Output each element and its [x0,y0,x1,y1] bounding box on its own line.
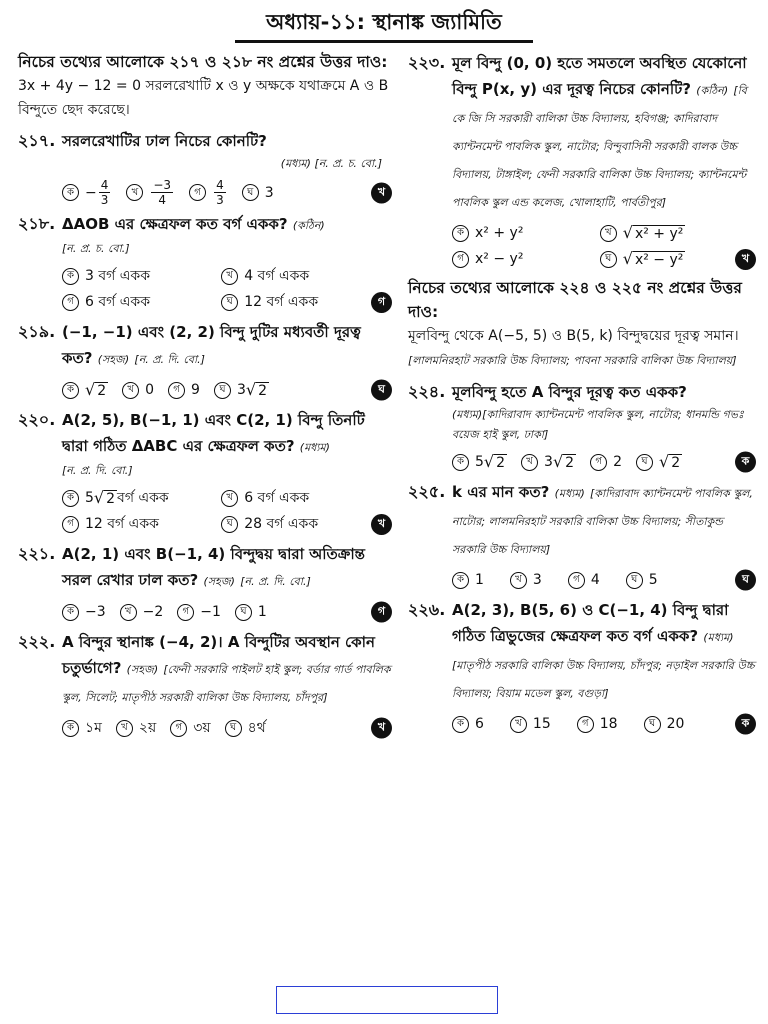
option-kha[interactable]: খ 15 [510,711,551,737]
square-root: √ 2 [659,452,681,471]
option-gha[interactable] [636,449,682,475]
option-marker: গ [62,294,79,311]
options-221 [18,599,392,625]
option-marker: ঘ [636,454,653,471]
option-ka[interactable]: ক 3 বর্গ একক [62,263,207,289]
question-number: ২২২. [18,632,56,651]
question-source: (মধ্যম)[কাদিরাবাদ ক্যান্টনমেন্ট পাবলিক স্কুল, নাটোর; ধানমন্ডি গভঃ বয়েজ হাই স্কুল, ঢাকা] [452,408,744,441]
passage-heading: নিচের তথ্যের আলোকে ২১৭ ও ২১৮ নং প্রশ্নের উত্তর দাও: [18,53,388,71]
footer-box [276,986,498,1014]
question-source: (মধ্যম) [ন. প্র. চ. বো.] [280,157,382,170]
question-217 [18,128,392,207]
question-number: ২২০. [18,410,56,429]
question-text: A(2, 3), B(5, 6) ও C(−1, 4) বিন্দু দ্বারা গঠিত ত্রিভুজের ক্ষেত্রফল কত বর্গ একক? (মধ্যম) [মাতৃপীঠ সরকারি বালিকা উচ্চ বিদ্যালয়, চাঁদপুর; নড়াইল সরকারি উচ্চ বিদ্যালয়; বিয়াম মডেল স্কুল, বগুড়া] [452,601,755,700]
options-219 [18,377,392,403]
question-number: ২১৮. [18,214,56,233]
option-marker: ক [62,720,79,737]
fraction: $\frac{-3}{4}$ [153,178,172,207]
left-column [18,50,392,745]
option-kha[interactable]: খ 3 [510,567,542,593]
option-gha[interactable]: ঘ 5 [626,567,658,593]
option-marker: ঘ [214,382,231,399]
square-root: 3 √ 2 [544,452,575,471]
option-gha[interactable] [214,377,269,403]
option-ka[interactable]: ক ১ম [62,715,102,741]
right-column [408,50,756,741]
option-marker: গ [189,184,206,201]
option-ka[interactable]: ক 1 [452,567,484,593]
option-marker: গ [590,454,607,471]
option-marker: গ [62,516,79,533]
question-number: ২২৬. [408,600,446,619]
passage-text: মূলবিন্দু থেকে A(−5, 5) ও B(5, k) বিন্দুদ্বয়ের দূরত্ব সমান। [লালমনিরহাট সরকারি উচ্চ বিদ্যালয়; পাবনা সরকারি বালিকা উচ্চ বিদ্যালয়] [408,328,739,367]
option-gha[interactable]: ঘ 3 [242,180,274,206]
question-220 [18,407,392,537]
square-root: 5 √ 2 [475,452,506,471]
option-marker: ঘ [221,294,238,311]
option-ga[interactable]: গ −1 [177,599,221,625]
option-kha[interactable]: খ 4 বর্গ একক [221,263,366,289]
question-222 [18,629,392,741]
option-gha[interactable]: ঘ ৪র্থ [225,715,266,741]
options-217 [18,178,392,207]
question-number: ২২৪. [408,382,446,401]
option-marker: খ [510,572,527,589]
square-root: 5 √ 2 [85,488,116,507]
option-marker: ঘ [221,516,238,533]
question-text: A বিন্দুর স্থানাঙ্ক (−4, 2)। A বিন্দুটির অবস্থান কোন চতুর্ভাগে? (সহজ) [ফেনী সরকারি পাইলট হাই স্কুল; বর্ডার গার্ড পাবলিক স্কুল, সিলেট; মাতৃপীঠ সরকারী বালিকা উচ্চ বিদ্যালয়, চাঁদপুর] [62,633,391,704]
question-219 [18,319,392,403]
options-225 [408,567,756,593]
option-marker: ঘ [626,572,643,589]
option-marker: গ [170,720,187,737]
option-ga[interactable]: গ ৩য় [170,715,210,741]
option-ka[interactable] [62,377,108,403]
option-marker: ক [452,572,469,589]
question-number: ২২৩. [408,53,446,72]
option-marker: ঘ [644,716,661,733]
option-marker: খ [120,604,137,621]
option-kha[interactable] [600,220,734,246]
question-226 [408,597,756,737]
option-ka[interactable]: ক − $\frac{4}{3}$ [62,178,112,207]
options-223 [408,220,756,272]
option-kha[interactable] [126,178,175,207]
option-ka[interactable]: ক 6 [452,711,484,737]
option-marker: ক [452,454,469,471]
answer-badge: গ [371,602,392,623]
option-ga[interactable] [189,178,228,207]
option-gha[interactable]: ঘ 28 বর্গ একক [221,511,366,537]
question-number: ২১৯. [18,322,56,341]
answer-badge: ক [735,452,756,473]
option-gha[interactable]: ঘ 1 [235,599,267,625]
answer-badge: খ [371,182,392,203]
option-marker: খ [510,716,527,733]
answer-badge: গ [371,292,392,313]
question-number: ২২৫. [408,482,446,501]
option-ka[interactable] [452,449,507,475]
option-marker: খ [126,184,143,201]
option-marker: ক [452,716,469,733]
option-ga[interactable]: গ 2 [590,449,622,475]
option-marker: খ [221,490,238,507]
options-218 [18,263,392,315]
question-number: ২২১. [18,544,56,563]
fraction: $\frac{4}{3}$ [216,178,224,207]
title-underline [235,40,533,43]
options-222 [18,715,392,741]
passage-heading: নিচের তথ্যের আলোকে ২২৪ ও ২২৫ নং প্রশ্নের উত্তর দাও: [408,279,742,321]
option-marker: ঘ [600,251,617,268]
option-ka[interactable]: ক −3 [62,599,106,625]
option-marker: খ [221,268,238,285]
option-marker: ক [62,184,79,201]
question-221 [18,541,392,625]
question-text: k এর মান কত? (মধ্যম) [কাদিরাবাদ ক্যান্টনমেন্ট পাবলিক স্কুল, নাটোর; লালমনিরহাট সরকারি বালিকা উচ্চ বিদ্যালয়; সীতাকুন্ড সরকারি উচ্চ বিদ্যালয়] [452,483,753,556]
passage-217-218 [18,50,392,122]
option-marker: গ [177,604,194,621]
square-root: √ x² + y² [622,223,684,242]
question-text: A(2, 1) এবং B(−1, 4) বিন্দুদ্বয় দ্বারা অতিক্রান্ত সরল রেখার ঢাল কত? (সহজ) [ন. প্র. দি. বো.] [62,545,366,589]
option-ga[interactable]: গ 6 বর্গ একক [62,289,207,315]
option-ga[interactable]: গ 12 বর্গ একক [62,511,207,537]
option-marker: গ [452,251,469,268]
options-220 [18,485,392,537]
question-218 [18,211,392,315]
option-marker: গ [577,716,594,733]
option-kha[interactable]: খ ২য় [116,715,156,741]
answer-badge: ঘ [735,570,756,591]
option-marker: ক [62,268,79,285]
option-marker: ক [62,490,79,507]
option-ka[interactable]: ক 5 √ 2 বর্গ একক [62,485,207,511]
answer-badge: খ [371,718,392,739]
option-marker: গ [168,382,185,399]
option-kha[interactable]: খ 0 [122,377,154,403]
option-ka[interactable]: ক x² + y² [452,220,586,246]
question-source: [ন. প্র. চ. বো.] [62,242,130,255]
option-marker: ঘ [242,184,259,201]
square-root: 3 √ 2 [236,380,268,399]
question-source: [ন. প্র. দি. বো.] [62,464,133,477]
fraction: $\frac{4}{3}$ [100,178,109,207]
question-text: (−1, −1) এবং (2, 2) বিন্দু দুটির মধ্যবর্তী দূরত্ব কত? (সহজ) [ন. প্র. দি. বো.] [62,323,361,367]
option-ga[interactable]: গ 9 [168,377,200,403]
option-ga[interactable]: গ 4 [568,567,600,593]
question-text: সরলরেখাটির ঢাল নিচের কোনটি? [62,132,267,150]
option-marker: গ [568,572,585,589]
page-title: অধ্যায়-১১: স্থানাঙ্ক জ্যামিতি [266,10,502,34]
passage-224-225 [408,276,756,373]
option-marker: খ [521,454,538,471]
option-kha[interactable] [521,449,576,475]
answer-badge: ক [735,714,756,735]
answer-badge: খ [735,249,756,270]
question-text: মূলবিন্দু হতে A বিন্দুর দূরত্ব কত একক? [452,383,687,401]
option-marker: ঘ [225,720,242,737]
question-text: A(2, 5), B(−1, 1) এবং C(2, 1) বিন্দু তিনটি দ্বারা গঠিত ΔABC এর ক্ষেত্রফল কত? (মধ্যম) [62,411,365,455]
option-gha[interactable]: ঘ 12 বর্গ একক [221,289,366,315]
option-marker: ক [452,225,469,242]
option-marker: খ [122,382,139,399]
option-kha[interactable]: খ −2 [120,599,164,625]
option-marker: ক [62,604,79,621]
question-223 [408,50,756,272]
question-224 [408,379,756,475]
option-marker: ক [62,382,79,399]
options-226 [408,711,756,737]
option-marker: খ [600,225,617,242]
option-marker: ঘ [235,604,252,621]
square-root: √ 2 [85,380,107,399]
question-225 [408,479,756,593]
question-text: মূল বিন্দু (0, 0) হতে সমতলে অবস্থিত যেকোনো বিন্দু P(x, y) এর দূরত্ব নিচের কোনটি? (কঠিন) [বি কে জি সি সরকারী বালিকা উচ্চ বিদ্যালয়, হবিগঞ্জ; কাদিরাবাদ ক্যান্টনমেন্ট পাবলিক স্কুল, নাটোর; বিন্দুবাসিনী সরকারী বালক উচ্চ বিদ্যালয়, টাঙ্গাইল; ফেনী সরকারি বালিকা উচ্চ বিদ্যালয়; ক্যান্টনমেন্ট পাবলিক স্কুল এন্ড কলেজ, খোলাহাটি, পার্বতীপুর] [452,54,747,209]
question-number: ২১৭. [18,131,56,150]
option-gha[interactable] [600,246,734,272]
answer-badge: ঘ [371,380,392,401]
option-marker: খ [116,720,133,737]
square-root: √ x² − y² [622,249,684,268]
options-224 [408,449,756,475]
option-ga[interactable]: গ x² − y² [452,246,586,272]
passage-text: 3x + 4y − 12 = 0 সরলরেখাটি x ও y অক্ষকে যথাক্রমে A ও B বিন্দুতে ছেদ করেছে। [18,78,389,118]
question-text: ΔAOB এর ক্ষেত্রফল কত বর্গ একক? (কঠিন) [62,215,325,233]
option-ga[interactable]: গ 18 [577,711,618,737]
answer-badge: খ [371,514,392,535]
option-gha[interactable]: ঘ 20 [644,711,685,737]
option-kha[interactable]: খ 6 বর্গ একক [221,485,366,511]
